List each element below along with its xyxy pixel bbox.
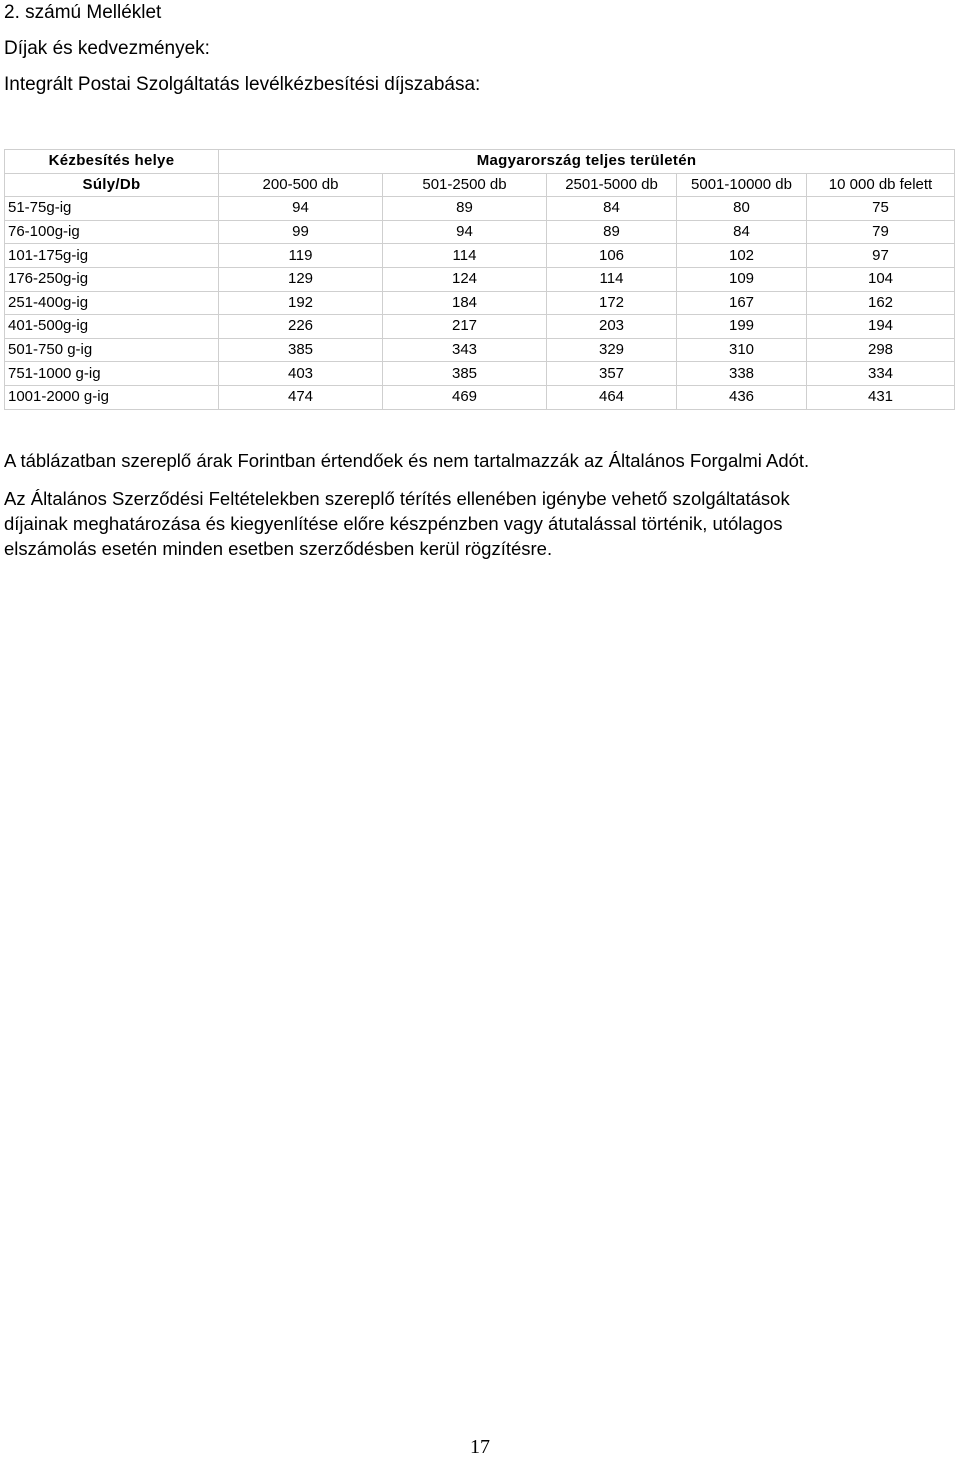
price-cell: 167 <box>677 291 807 315</box>
row-label: 51-75g-ig <box>5 197 219 221</box>
price-cell: 464 <box>547 385 677 409</box>
price-cell: 89 <box>547 220 677 244</box>
price-cell: 199 <box>677 315 807 339</box>
price-cell: 217 <box>383 315 547 339</box>
weight-label: Súly/Db <box>5 173 219 197</box>
price-cell: 79 <box>807 220 955 244</box>
price-cell: 84 <box>547 197 677 221</box>
table-row <box>5 220 955 244</box>
price-table <box>4 149 955 410</box>
price-cell: 184 <box>383 291 547 315</box>
price-cell: 431 <box>807 385 955 409</box>
row-label: 1001-2000 g-ig <box>5 385 219 409</box>
fees-heading: Díjak és kedvezmények: <box>4 38 210 59</box>
price-cell: 124 <box>383 267 547 291</box>
price-cell: 104 <box>807 267 955 291</box>
price-cell: 129 <box>219 267 383 291</box>
table-header-place-row <box>5 150 955 174</box>
price-cell: 469 <box>383 385 547 409</box>
table-row <box>5 338 955 362</box>
column-header: 10 000 db felett <box>807 173 955 197</box>
price-cell: 119 <box>219 244 383 268</box>
table-row <box>5 385 955 409</box>
price-cell: 172 <box>547 291 677 315</box>
service-heading: Integrált Postai Szolgáltatás levélkézbesítési díjszabása: <box>4 74 481 95</box>
annex-title: 2. számú Melléklet <box>4 2 162 23</box>
price-cell: 102 <box>677 244 807 268</box>
row-label: 751-1000 g-ig <box>5 362 219 386</box>
price-cell: 97 <box>807 244 955 268</box>
price-cell: 194 <box>807 315 955 339</box>
table-row <box>5 267 955 291</box>
price-cell: 94 <box>219 197 383 221</box>
place-label: Kézbesítés helye <box>5 150 219 174</box>
price-cell: 403 <box>219 362 383 386</box>
table-body <box>5 197 955 409</box>
price-cell: 99 <box>219 220 383 244</box>
price-cell: 310 <box>677 338 807 362</box>
price-cell: 334 <box>807 362 955 386</box>
price-cell: 385 <box>383 362 547 386</box>
price-cell: 94 <box>383 220 547 244</box>
column-header: 200-500 db <box>219 173 383 197</box>
column-header: 2501-5000 db <box>547 173 677 197</box>
price-cell: 338 <box>677 362 807 386</box>
price-cell: 114 <box>547 267 677 291</box>
table-row <box>5 197 955 221</box>
price-cell: 436 <box>677 385 807 409</box>
table-header-columns-row <box>5 173 955 197</box>
row-label: 176-250g-ig <box>5 267 219 291</box>
table-row <box>5 315 955 339</box>
row-label: 76-100g-ig <box>5 220 219 244</box>
terms-paragraph <box>4 486 957 561</box>
price-cell: 84 <box>677 220 807 244</box>
price-cell: 203 <box>547 315 677 339</box>
table-row <box>5 244 955 268</box>
column-header: 5001-10000 db <box>677 173 807 197</box>
row-label: 101-175g-ig <box>5 244 219 268</box>
paragraph-line: díjainak meghatározása és kiegyenlítése előre készpénzben vagy átutalással történik, utólagos <box>4 513 783 534</box>
place-value: Magyarország teljes területén <box>219 150 955 174</box>
page-number: 17 <box>470 1436 490 1458</box>
price-cell: 75 <box>807 197 955 221</box>
price-cell: 192 <box>219 291 383 315</box>
price-cell: 162 <box>807 291 955 315</box>
price-cell: 385 <box>219 338 383 362</box>
table-row <box>5 291 955 315</box>
row-label: 401-500g-ig <box>5 315 219 339</box>
price-cell: 329 <box>547 338 677 362</box>
paragraph-line: elszámolás esetén minden esetben szerződésben kerül rögzítésre. <box>4 538 553 559</box>
column-header: 501-2500 db <box>383 173 547 197</box>
price-cell: 298 <box>807 338 955 362</box>
price-note: A táblázatban szereplő árak Forintban értendőek és nem tartalmazzák az Általános Forgalmi Adót. <box>4 450 810 471</box>
price-cell: 114 <box>383 244 547 268</box>
price-cell: 89 <box>383 197 547 221</box>
table-row <box>5 362 955 386</box>
row-label: 251-400g-ig <box>5 291 219 315</box>
price-cell: 226 <box>219 315 383 339</box>
paragraph-line: Az Általános Szerződési Feltételekben szereplő térítés ellenében igénybe vehető szolgáltatások <box>4 488 790 509</box>
price-cell: 80 <box>677 197 807 221</box>
price-cell: 343 <box>383 338 547 362</box>
row-label: 501-750 g-ig <box>5 338 219 362</box>
price-cell: 106 <box>547 244 677 268</box>
price-cell: 109 <box>677 267 807 291</box>
price-cell: 357 <box>547 362 677 386</box>
price-cell: 474 <box>219 385 383 409</box>
